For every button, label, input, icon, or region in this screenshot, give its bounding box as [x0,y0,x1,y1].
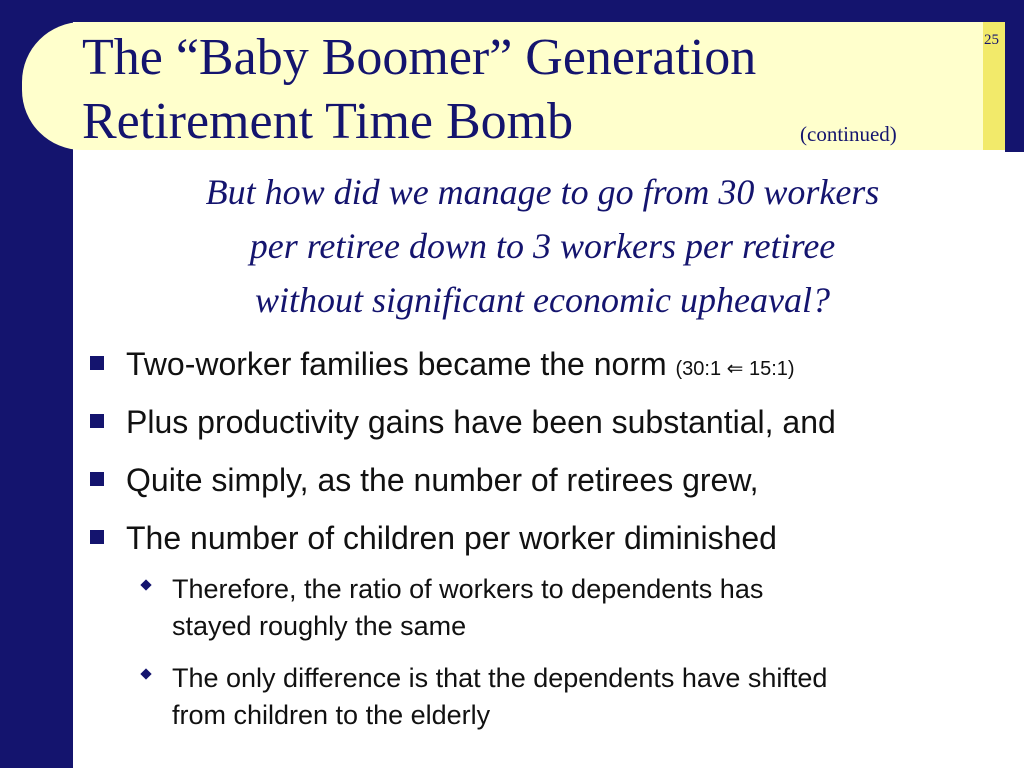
bullet-text: Two-worker families became the norm [126,346,676,382]
question-line-3: without significant economic upheaval? [255,280,830,320]
slide-title-line-1: The “Baby Boomer” Generation [82,29,757,86]
bullet-text: Quite simply, as the number of retirees grew, [126,462,759,498]
slide-title-line-2: Retirement Time Bomb [82,93,574,150]
slide-number: 25 [984,32,999,48]
frame-top-bar [0,0,1024,22]
bullet-text: Plus productivity gains have been substantial, and [126,404,836,440]
bullet-text: The number of children per worker diminished [126,520,777,556]
question-line-2: per retiree down to 3 workers per retiree [249,226,836,266]
diamond-bullet-icon [140,668,151,679]
question-line-1: But how did we manage to go from 30 workers [205,172,880,212]
square-bullet-icon [90,472,104,486]
ratio-note: (30:1 ⇐ 15:1) [675,358,795,380]
square-bullet-icon [90,356,104,370]
continued-label: (continued) [800,122,897,146]
sub-bullet-line: from children to the elderly [172,700,491,730]
frame-right-bar [1005,0,1024,152]
diamond-bullet-icon [140,579,151,590]
sub-bullet-line: Therefore, the ratio of workers to dependents has [172,574,764,604]
square-bullet-icon [90,530,104,544]
sub-bullet-line: The only difference is that the dependents have shifted [172,663,828,693]
sub-bullet-line: stayed roughly the same [172,611,467,641]
square-bullet-icon [90,414,104,428]
